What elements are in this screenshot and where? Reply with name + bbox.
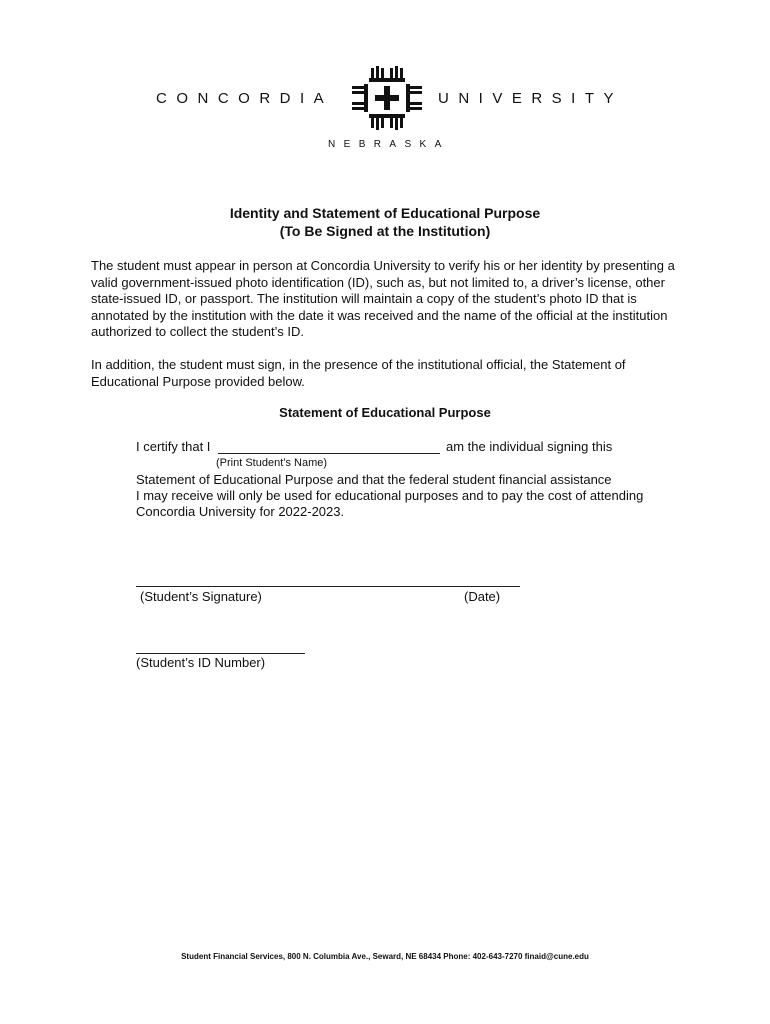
student-id-field[interactable] bbox=[136, 653, 305, 654]
signature-requirement-paragraph: In addition, the student must sign, in the presence of the institutional official, the Statement of Educational Purpose provided below. bbox=[91, 357, 626, 389]
signature-date-field[interactable] bbox=[136, 586, 520, 587]
logo-word-concordia: CONCORDIA bbox=[156, 90, 334, 107]
student-id-label: (Student’s ID Number) bbox=[136, 655, 266, 670]
student-name-field[interactable] bbox=[218, 453, 440, 454]
certify-suffix: am the individual signing this bbox=[446, 439, 613, 454]
page-title: Identity and Statement of Educational Purpose bbox=[229, 205, 541, 221]
print-name-label: (Print Student’s Name) bbox=[216, 457, 328, 469]
signature-label: (Student’s Signature) bbox=[140, 589, 262, 604]
page-subtitle: (To Be Signed at the Institution) bbox=[279, 223, 491, 239]
statement-line-2: I may receive will only be used for educational purposes and to pay the cost of attending bbox=[136, 488, 644, 503]
statement-heading: Statement of Educational Purpose bbox=[279, 405, 491, 420]
logo-word-nebraska: NEBRASKA bbox=[328, 139, 450, 150]
date-label: (Date) bbox=[464, 589, 501, 604]
footer-contact: Student Financial Services, 800 N. Columbia Ave., Seward, NE 68434 Phone: 402-643-7270 finaid@cune.edu bbox=[181, 952, 589, 961]
identity-paragraph: The student must appear in person at Concordia University to verify his or her identity by presenting a valid government-issued photo identification (ID), such as, but not limited to, a driver’s license, other state-issued ID, or passport. The institution will maintain a copy of the student’s photo ID that is annotated by the institution with the date it was received and the name of the official at the institution authorized to collect the student’s ID. bbox=[91, 258, 675, 340]
logo-word-university: UNIVERSITY bbox=[438, 90, 624, 107]
statement-line-1: Statement of Educational Purpose and that the federal student financial assistance bbox=[136, 472, 612, 487]
university-seal-logo bbox=[350, 64, 426, 134]
certify-prefix: I certify that I bbox=[136, 439, 211, 454]
statement-line-3: Concordia University for 2022-2023. bbox=[136, 504, 345, 519]
